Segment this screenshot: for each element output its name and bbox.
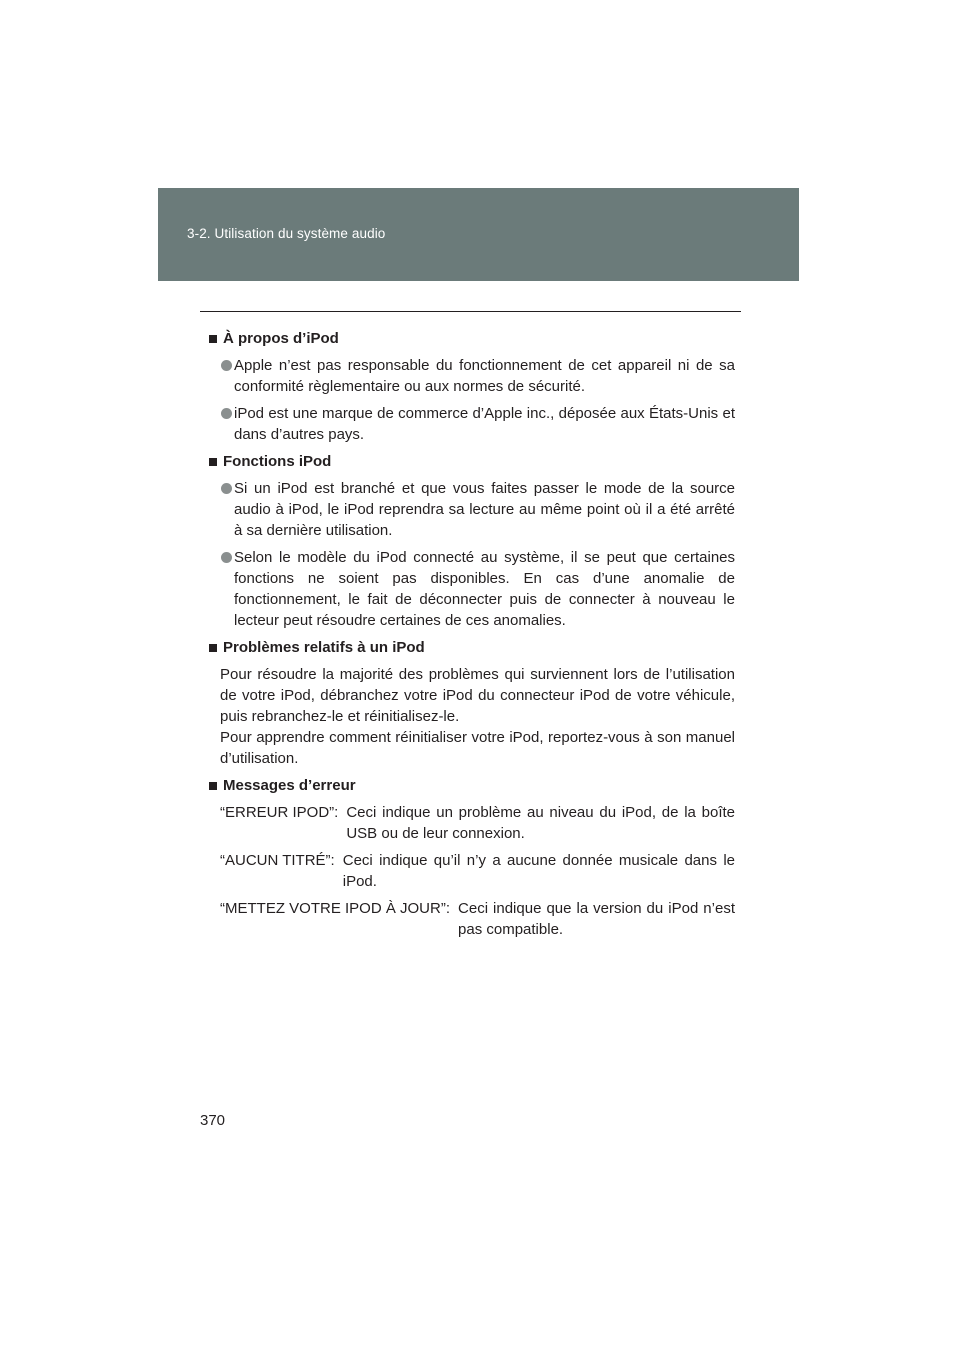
error-code: “ERREUR IPOD”: [220, 804, 339, 821]
list-item-text: Selon le modèle du iPod connecté au système, il se peut que certaines fonctions ne soient pas disponibles. En cas d’une anomalie de fonctionnement, le fait de déconnecter puis de connecter à nouveau le lecteur peut résoudre certaines de ces anomalies. [234, 549, 735, 629]
top-divider [200, 311, 741, 312]
error-code: “AUCUN TITRÉ”: [220, 852, 335, 869]
section-ipod-problems [208, 637, 735, 769]
square-bullet-icon [209, 335, 217, 343]
section-heading [208, 451, 735, 472]
section-heading [208, 328, 735, 349]
square-bullet-icon [209, 644, 217, 652]
error-message-item [208, 898, 735, 940]
section-ipod-functions [208, 451, 735, 631]
list-item [208, 547, 735, 631]
circle-bullet-icon [221, 483, 232, 494]
error-description: Ceci indique un problème au niveau du iPod, de la boîte USB ou de leur connexion. [346, 804, 735, 842]
square-bullet-icon [209, 782, 217, 790]
list-item [208, 355, 735, 397]
list-item-text: Si un iPod est branché et que vous faites passer le mode de la source audio à iPod, le iPod reprendra sa lecture au même point où il a été arrêté à sa dernière utilisation. [234, 480, 735, 539]
section-heading [208, 775, 735, 796]
error-message-item [208, 802, 735, 844]
square-bullet-icon [209, 458, 217, 466]
section-heading-text: À propos d’iPod [223, 330, 339, 347]
section-heading-text: Messages d’erreur [223, 777, 356, 794]
section-error-messages [208, 775, 735, 940]
paragraph: Pour apprendre comment réinitialiser votre iPod, reportez-vous à son manuel d’utilisation. [220, 729, 735, 767]
header-band [158, 188, 799, 281]
circle-bullet-icon [221, 552, 232, 563]
list-item [208, 403, 735, 445]
error-message-item [208, 850, 735, 892]
section-ipod-about [208, 328, 735, 445]
error-description: Ceci indique que la version du iPod n’est pas compatible. [458, 900, 735, 938]
list-item-text: iPod est une marque de commerce d’Apple inc., déposée aux États-Unis et dans d’autres pays. [234, 405, 735, 443]
list-item [208, 478, 735, 541]
section-title: 3-2. Utilisation du système audio [187, 226, 386, 241]
paragraph: Pour résoudre la majorité des problèmes qui surviennent lors de l’utilisation de votre iPod, débranchez votre iPod du connecteur iPod de votre véhicule, puis rebranchez-le et réinitialisez-le. [220, 666, 735, 725]
list-item-text: Apple n’est pas responsable du fonctionnement de cet appareil ni de sa conformité règlementaire ou aux normes de sécurité. [234, 357, 735, 395]
error-description: Ceci indique qu’il n’y a aucune donnée musicale dans le iPod. [342, 852, 735, 890]
page-number: 370 [200, 1112, 226, 1129]
circle-bullet-icon [221, 408, 232, 419]
section-heading [208, 637, 735, 658]
section-heading-text: Problèmes relatifs à un iPod [223, 639, 425, 656]
main-content [208, 328, 735, 946]
circle-bullet-icon [221, 360, 232, 371]
error-code: “METTEZ VOTRE IPOD À JOUR”: [220, 900, 451, 917]
section-heading-text: Fonctions iPod [223, 453, 332, 470]
